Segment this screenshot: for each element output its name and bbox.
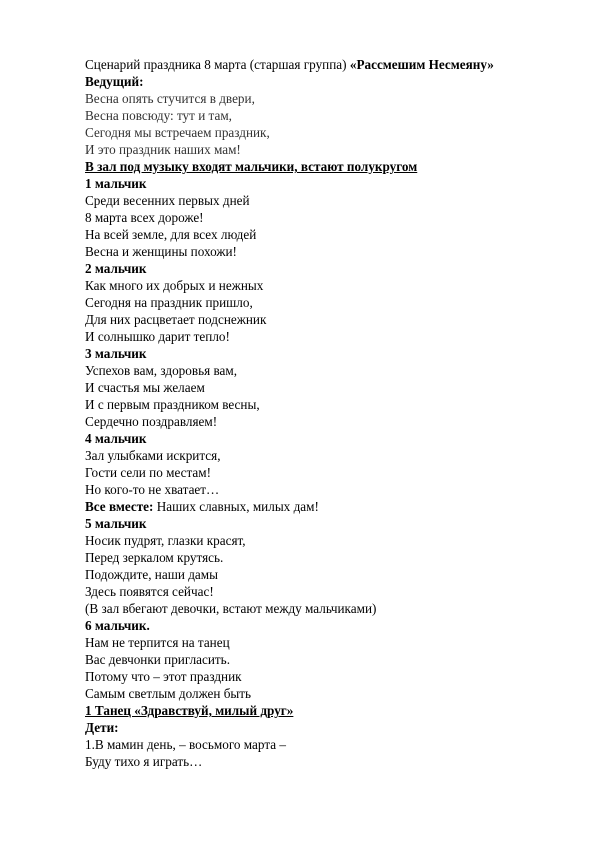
text-line: Перед зеркалом крутясь.: [85, 550, 224, 565]
text-line: Успехов вам, здоровья вам,: [85, 363, 238, 378]
text-line: [85, 498, 545, 515]
text-line: Как много их добрых и нежных: [85, 278, 264, 293]
text-line: Самым светлым должен быть: [85, 686, 252, 701]
text-line: Здесь появятся сейчас!: [85, 584, 214, 599]
text-line: Сегодня на праздник пришло,: [85, 295, 253, 310]
text-line: 8 марта всех дороже!: [85, 210, 204, 225]
speaker-heading: 6 мальчик.: [85, 618, 150, 633]
document-title: [85, 56, 545, 73]
speaker-heading: Ведущий:: [85, 74, 144, 89]
speaker-heading: Дети:: [85, 720, 119, 735]
text-line: И с первым праздником весны,: [85, 397, 260, 412]
text-line: И счастья мы желаем: [85, 380, 205, 395]
text-line: На всей земле, для всех людей: [85, 227, 257, 242]
stage-direction-heading: 1 Танец «Здравствуй, милый друг»: [85, 703, 294, 718]
text-line: Нам не терпится на танец: [85, 635, 230, 650]
speaker-heading: 1 мальчик: [85, 176, 147, 191]
text-line: Зал улыбками искрится,: [85, 448, 221, 463]
speaker-label: Все вместе:: [85, 499, 154, 514]
text-line: Для них расцветает подснежник: [85, 312, 267, 327]
text-line: И это праздник наших мам!: [85, 142, 241, 157]
document-body: [85, 73, 545, 770]
document-page: [85, 56, 545, 770]
text-line: Но кого-то не хватает…: [85, 482, 220, 497]
text-line: 1.В мамин день, – восьмого марта –: [85, 737, 286, 752]
speaker-heading: 2 мальчик: [85, 261, 147, 276]
text-line: Весна и женщины похожи!: [85, 244, 237, 259]
text-line: Подождите, наши дамы: [85, 567, 218, 582]
speaker-heading: 5 мальчик: [85, 516, 147, 531]
text-line: Весна опять стучится в двери,: [85, 91, 255, 106]
title-prefix: Сценарий праздника 8 марта (старшая группа): [85, 57, 350, 72]
text-line: Потому что – этот праздник: [85, 669, 242, 684]
line-text: Наших славных, милых дам!: [153, 499, 319, 514]
text-line: Носик пудрят, глазки красят,: [85, 533, 246, 548]
speaker-heading: 3 мальчик: [85, 346, 147, 361]
text-line: Среди весенних первых дней: [85, 193, 250, 208]
text-line: Буду тихо я играть…: [85, 754, 203, 769]
text-line: (В зал вбегают девочки, встают между мальчиками): [85, 601, 377, 616]
text-line: Вас девчонки пригласить.: [85, 652, 230, 667]
text-line: Гости сели по местам!: [85, 465, 212, 480]
text-line: И солнышко дарит тепло!: [85, 329, 230, 344]
text-line: Весна повсюду: тут и там,: [85, 108, 232, 123]
text-line: Сердечно поздравляем!: [85, 414, 218, 429]
title-bold: «Рассмешим Несмеяну»: [349, 57, 494, 72]
stage-direction-heading: В зал под музыку входят мальчики, встают полукругом: [85, 159, 418, 174]
speaker-heading: 4 мальчик: [85, 431, 147, 446]
text-line: Сегодня мы встречаем праздник,: [85, 125, 270, 140]
